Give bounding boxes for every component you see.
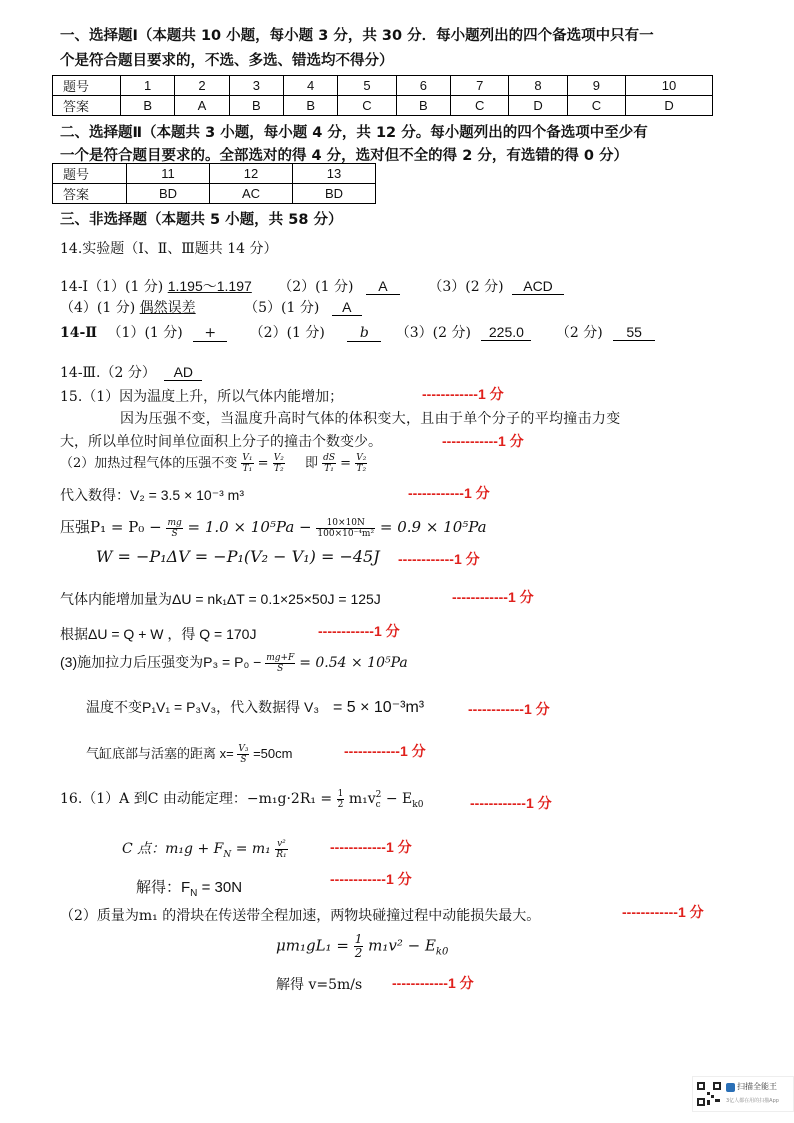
cell: B <box>229 96 283 116</box>
q15-l12a: 气缸底部与活塞的距离 x= <box>86 746 234 761</box>
q16-l2b: = m₁ <box>235 841 271 857</box>
numerator: V₃ <box>238 744 249 755</box>
q14-p1-answer2: A <box>366 278 400 295</box>
sec1-title-2: 个是符合题目要求的，不选、多选、错选均不得分） <box>60 53 394 69</box>
q16-line2 <box>122 838 288 860</box>
score-mark: ------------1 分 <box>330 839 412 855</box>
cell: 2 <box>175 76 229 96</box>
fraction <box>355 453 367 474</box>
q14-p2-label1: （1）(1 分) <box>107 325 183 341</box>
q14-part1-line2 <box>60 297 362 317</box>
q14-p2-label2: （2）(1 分) <box>249 325 325 341</box>
q15-l6b: = 1.0 × 10⁵Pa − <box>187 518 312 536</box>
q16-l3b: = 30N <box>201 879 243 896</box>
qr-code-icon <box>696 1081 722 1107</box>
score-mark: ------------1 分 <box>468 701 550 717</box>
sec1-title-1: 一、选择题Ⅰ（本题共 10 小题，每小题 3 分，共 30 分．每小题列出的四个备选项中只有一 <box>60 28 654 44</box>
q15-l11b: = 5 × 10⁻³m³ <box>332 699 425 716</box>
q15-line5: 代入数得：V₂ = 3.5 × 10⁻³ m³ <box>60 487 244 503</box>
numerator: dS <box>323 453 336 463</box>
sec2-title-2: 一个是符合题目要求的。全部选对的得 4 分，选对但不全的得 2 分，有选错的得 0 分） <box>60 148 629 164</box>
q14-p1-label4: （4）(1 分) <box>60 300 136 316</box>
subscript: N <box>223 849 232 860</box>
score-mark: ------------1 分 <box>318 623 400 639</box>
q15-line3: 大，所以单位时间单位面积上分子的撞击个数变少。 <box>60 434 382 450</box>
fraction <box>237 744 249 765</box>
q14-part1-line1 <box>60 276 564 296</box>
q16-l1: 16.（1）A 到C 由动能定理：−m₁g·2R₁ = <box>60 791 333 807</box>
q14-p3-label: 14-Ⅲ.（2 分） <box>60 365 156 381</box>
cell: B <box>396 96 450 116</box>
superscript: 2 <box>375 790 382 801</box>
q16-l1c: − E <box>385 791 413 807</box>
q14-p3-answer: AD <box>164 364 202 381</box>
q14-p1-answer1: 1.195～1.197 <box>167 278 252 294</box>
score-mark: ------------1 分 <box>442 433 524 449</box>
q14-p1-answer3: ACD <box>512 278 564 295</box>
cell: 12 <box>210 164 293 184</box>
q15-line8: 气体内能增加量为ΔU = nk₁ΔT = 0.1×25×50J = 125J <box>60 591 381 607</box>
numerator: V₁ <box>242 453 253 463</box>
q15-line2: 因为压强不变，当温度升高时气体的体积变大，且由于单个分子的平均撞击力变 <box>120 411 621 427</box>
subscript: N <box>190 888 198 899</box>
numerator: 1 <box>354 932 363 946</box>
q14-p1-label: 14-Ⅰ（1）(1 分) <box>60 279 164 295</box>
numerator: V₂ <box>273 453 284 463</box>
score-mark: ------------1 分 <box>452 589 534 605</box>
sec2-title-1: 二、选择题Ⅱ（本题共 3 小题，每小题 4 分，共 12 分。每小题列出的四个备选项中至少有 <box>60 125 648 141</box>
cell: 7 <box>451 76 509 96</box>
q15-l10a: (3)施加拉力后压强变为P₃ = P₀ − <box>60 654 262 670</box>
q14-part2 <box>60 322 655 342</box>
cell: D <box>509 96 567 116</box>
fraction <box>265 653 295 674</box>
sec1-num-row <box>53 76 713 96</box>
q14-p2-answer3: 225.0 <box>481 324 531 341</box>
q16-l3: 解得：F <box>136 879 191 896</box>
row-label: 答案 <box>53 184 127 204</box>
numerator: V₂ <box>356 453 367 463</box>
denominator: S <box>277 663 284 674</box>
q16-line6: 解得 v=5m/s <box>276 977 363 993</box>
cell: B <box>121 96 175 116</box>
cell: BD <box>293 184 376 204</box>
fraction <box>354 933 364 960</box>
q15-l10b: = 0.54 × 10⁵Pa <box>299 655 408 671</box>
q15-line10 <box>60 652 408 674</box>
cell: AC <box>210 184 293 204</box>
q16-l1b: m₁v <box>348 791 376 807</box>
score-mark: ------------1 分 <box>408 485 490 501</box>
q15-l4-ji: 即 <box>304 456 318 471</box>
q15-l11a: 温度不变P₁V₁ = P₃V₃，代入数据得 V₃ <box>86 699 320 715</box>
cell: BD <box>127 184 210 204</box>
q15-line4: （2）加热过程气体的压强不变 $\frac{\text{V₁}}{\text{T₁}}$ = $\frac{\text{V₂}}{\text{T₂}}$ 即 $\frac{dS}{\text{T₁}}$ = $\frac{\text{V₂}}{\text{T₂}}$ <box>60 453 367 474</box>
q14-p1-answer4: 偶然误差 <box>139 300 196 316</box>
row-label: 答案 <box>53 96 121 116</box>
q15-l6c: = 0.9 × 10⁵Pa <box>379 518 487 536</box>
fraction <box>322 453 336 474</box>
q15-line6 <box>60 516 487 539</box>
fraction <box>316 518 375 539</box>
q14-intro: 14.实验题（Ⅰ、Ⅱ、Ⅲ题共 14 分） <box>60 241 278 257</box>
score-mark: ------------1 分 <box>622 904 704 920</box>
subscript: c <box>375 799 381 810</box>
sec2-answer-table <box>52 163 376 204</box>
denominator: 2 <box>337 799 344 810</box>
cell: 3 <box>229 76 283 96</box>
denominator: R₁ <box>276 849 287 860</box>
q14-p2-answer1: + <box>193 325 227 342</box>
cell: 10 <box>626 76 713 96</box>
sec1-ans-row <box>53 96 713 116</box>
denominator: 100×10⁻⁴m² <box>317 528 375 539</box>
q15-l6a: 压强P₁ = P₀ − <box>60 518 162 536</box>
denominator: S <box>240 755 247 766</box>
q14-part3 <box>60 362 202 382</box>
fraction <box>166 518 182 539</box>
subscript: k0 <box>412 799 424 810</box>
fraction <box>275 839 287 860</box>
cell: C <box>338 96 396 116</box>
fraction <box>337 789 345 810</box>
cell: 1 <box>121 76 175 96</box>
q16-line3 <box>136 876 242 899</box>
q16-l2a: C 点：m₁g + F <box>122 841 224 857</box>
numerator: 10×10N <box>316 518 375 529</box>
cell: 8 <box>509 76 567 96</box>
q16-l5b: m₁v² − E <box>368 936 436 955</box>
cell: B <box>283 96 337 116</box>
score-mark: ------------1 分 <box>344 743 426 759</box>
cell: 13 <box>293 164 376 184</box>
q16-line5 <box>276 933 448 960</box>
q14-p1-label2: （2）(1 分) <box>278 279 354 295</box>
q15-l4-text: （2）加热过程气体的压强不变 <box>60 456 238 471</box>
cell: 5 <box>338 76 396 96</box>
q15-line1: 15.（1）因为温度上升，所以气体内能增加； <box>60 389 344 405</box>
denominator: T₂ <box>356 464 367 474</box>
numerator: 1 <box>337 788 344 799</box>
q14-p2-label: 14-Ⅱ <box>60 325 98 341</box>
scanner-label: 扫描全能王 <box>737 1082 777 1091</box>
cell: D <box>626 96 713 116</box>
sec2-num-row <box>53 164 376 184</box>
cell: 9 <box>567 76 625 96</box>
cell: A <box>175 96 229 116</box>
q15-line7: W = −P₁ΔV = −P₁(V₂ − V₁) = −45J <box>96 547 380 566</box>
score-mark: ------------1 分 <box>470 795 552 811</box>
q16-line1 <box>60 788 423 810</box>
cell: 4 <box>283 76 337 96</box>
q15-line11 <box>86 697 424 717</box>
q15-l12b: =50cm <box>253 746 293 761</box>
sec3-title: 三、非选择题（本题共 5 小题，共 58 分） <box>60 212 343 228</box>
row-label: 题号 <box>53 164 127 184</box>
q14-p1-answer5: A <box>332 299 362 316</box>
row-label: 题号 <box>53 76 121 96</box>
cell: C <box>567 96 625 116</box>
q14-p1-label5: （5）(1 分) <box>244 300 320 316</box>
scanner-watermark <box>692 1076 794 1112</box>
q15-line9: 根据ΔU = Q + W ，得 Q = 170J <box>60 626 257 642</box>
cell: 6 <box>396 76 450 96</box>
score-mark: ------------1 分 <box>422 386 504 402</box>
denominator: S <box>171 528 178 539</box>
denominator: T₂ <box>273 464 284 474</box>
numerator: v² <box>277 838 286 849</box>
score-mark: ------------1 分 <box>330 871 412 887</box>
q14-p2-answer4: 55 <box>613 324 655 341</box>
q14-p2-label4: （2 分) <box>555 325 603 341</box>
score-mark: ------------1 分 <box>392 975 474 991</box>
q15-line12 <box>86 743 292 765</box>
score-mark: ------------1 分 <box>398 551 480 567</box>
fraction <box>273 453 285 474</box>
cell: C <box>451 96 509 116</box>
cell: 11 <box>127 164 210 184</box>
sec1-answer-table <box>52 75 713 116</box>
q16-line4: （2）质量为m₁ 的滑块在传送带全程加速，两物块碰撞过程中动能损失最大。 <box>60 908 541 924</box>
q14-p2-answer2: b <box>347 325 381 342</box>
denominator: 2 <box>354 946 363 960</box>
subscript: k0 <box>435 946 449 958</box>
q16-l5a: μm₁gL₁ = <box>276 936 349 955</box>
denominator: T₁ <box>324 464 334 474</box>
q14-p2-label3: （3）(2 分) <box>395 325 471 341</box>
sec2-ans-row <box>53 184 376 204</box>
numerator: mg+F <box>266 652 295 663</box>
scanner-logo-icon <box>726 1083 735 1092</box>
q14-p1-label3: （3）(2 分) <box>428 279 504 295</box>
scanner-sub: 3亿人都在用的扫描App <box>726 1098 779 1104</box>
fraction <box>241 453 253 474</box>
numerator: mg <box>167 517 182 528</box>
denominator: T₁ <box>242 464 253 474</box>
